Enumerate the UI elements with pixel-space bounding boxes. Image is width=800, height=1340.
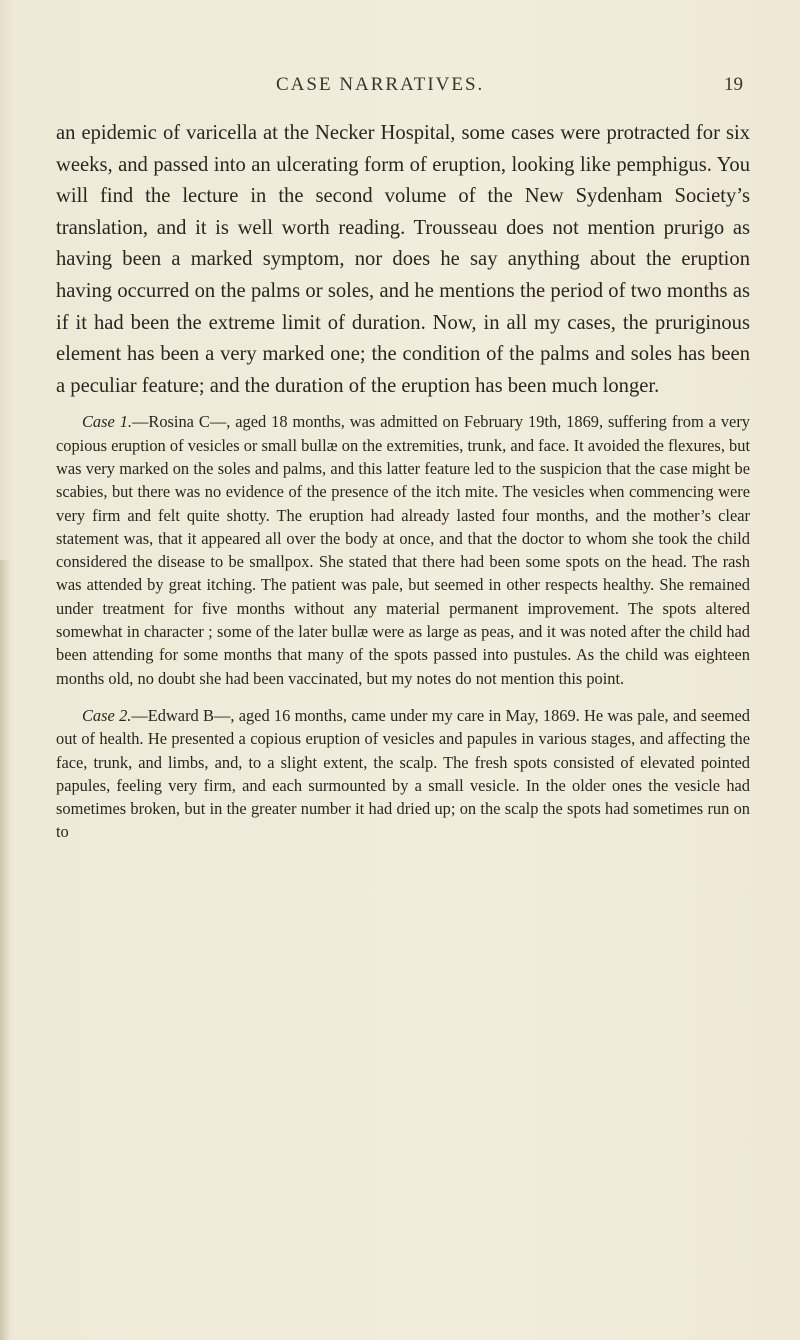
body-text — [56, 118, 750, 844]
case-paragraph — [56, 410, 750, 690]
case-title: Case 2. — [82, 705, 132, 725]
page-number: 19 — [724, 74, 743, 95]
case-paragraph — [56, 704, 750, 844]
page-header — [0, 74, 800, 104]
case-title: Case 1. — [82, 412, 133, 432]
lead-paragraph: an epidemic of varicella at the Necker Hospital, some cases were protracted for six weeks, and passed into an ulcerating form of eruption, looking like pemphigus. You will find the lecture in the second volume of the New Sydenham Society’s translation, and it is well worth reading. Trousseau does not mention prurigo as having been a marked symptom, nor does he say anything about the eruption having occurred on the palms or soles, and he mentions the period of two months as if it had been the extreme limit of duration. Now, in all my cases, the pruriginous element has been a very marked one; the condition of the palms and soles has been a peculiar feature; and the duration of the eruption has been much longer. — [56, 122, 750, 397]
case-text: —Edward B—, aged 16 months, came under my care in May, 1869. He was pale, and seemed out of health. He presented a copious eruption of vesicles and papules in various stages, and affecting the face, trunk, and limbs, and, to a slight extent, the scalp. The fresh spots consisted of elevated pointed papules, feeling very firm, and each surmounted by a small vesicle. In the older ones the vesicle had sometimes broken, but in the greater number it had dried up; on the scalp the spots had sometimes run on to — [56, 705, 750, 842]
page-gutter-shadow — [0, 560, 10, 1340]
case-text: —Rosina C—, aged 18 months, was admitted on February 19th, 1869, suffering from a very copious eruption of vesicles or small bullæ on the extremities, trunk, and face. It avoided the flexures, but was very marked on the soles and palms, and this latter feature led to the suspicion that the case might be scabies, but there was no evidence of the presence of the itch mite. The vesicles when commencing were very firm and felt quite shotty. The eruption had already lasted four months, and the mother’s clear statement was, that it appeared all over the body at once, and that the doctor to whom she took the child considered the disease to be smallpox. She stated that there had been some spots on the head. The rash was attended by great itching. The patient was pale, but seemed in other respects healthy. She remained under treatment for five months without any material permanent improvement. The spots altered somewhat in character ; some of the later bullæ were as large as peas, and it was noted after the child had been attending for some months that many of the spots passed into pustules. As the child was eighteen months old, no doubt she had been vaccinated, but my notes do not mention this point. — [56, 412, 750, 688]
running-head: CASE NARRATIVES. — [276, 74, 485, 95]
